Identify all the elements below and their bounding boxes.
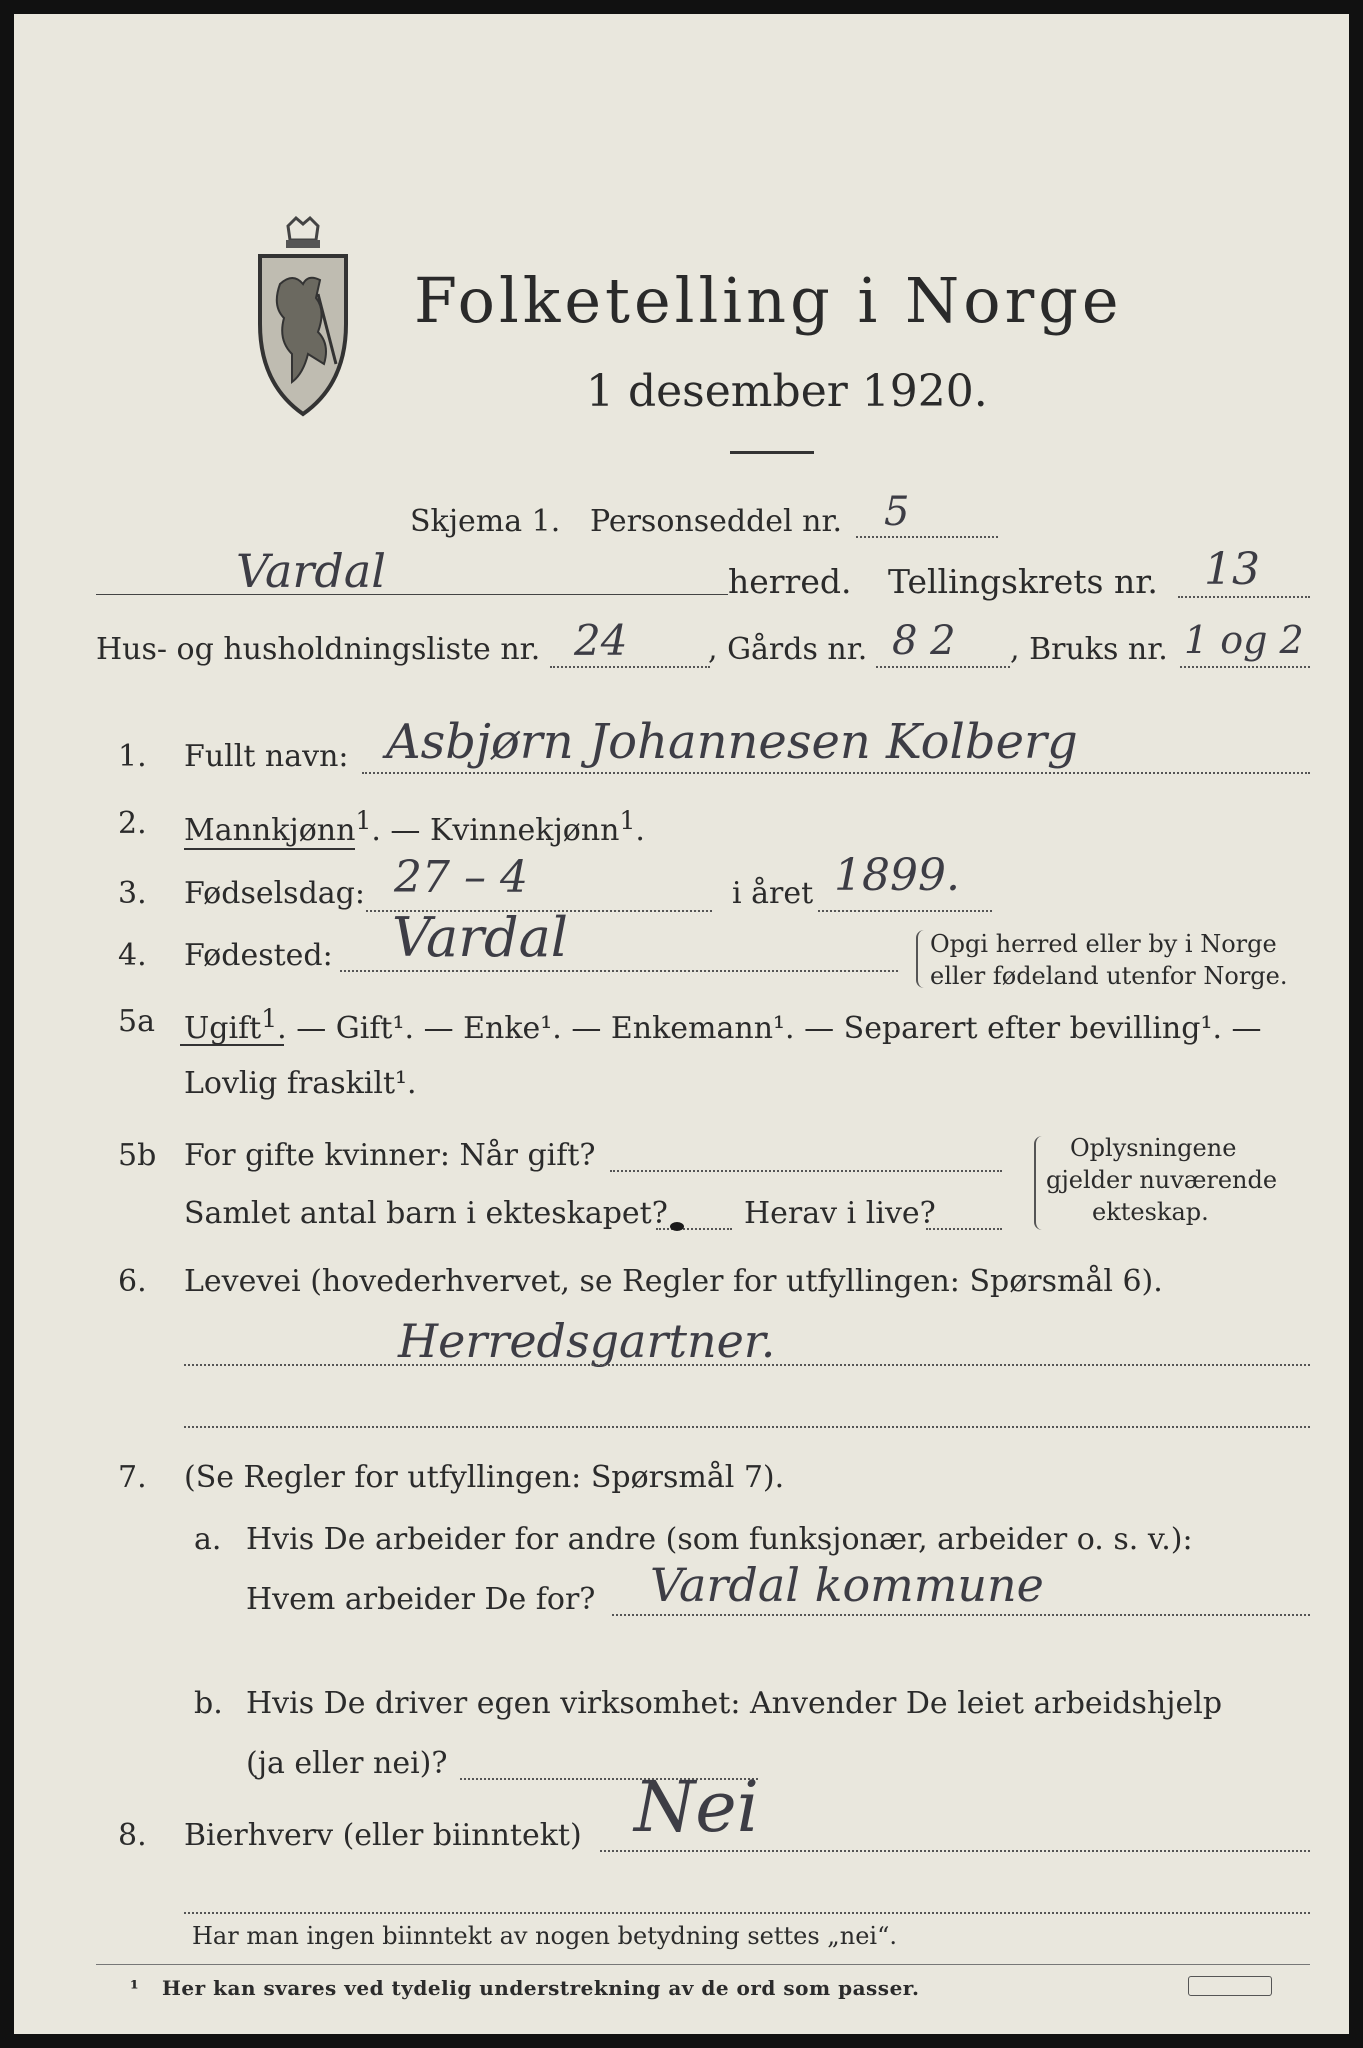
q5a-number: 5a bbox=[118, 1004, 155, 1039]
q4-label: Fødested: bbox=[184, 938, 333, 973]
q5b-number: 5b bbox=[118, 1138, 157, 1173]
herred-label: herred. bbox=[728, 562, 852, 601]
q6-label: Levevei (hovederhvervet, se Regler for utfyllingen: Spørsmål 6). bbox=[184, 1264, 1163, 1299]
q2-number: 2. bbox=[118, 806, 147, 841]
q5b-note-line3: ekteskap. bbox=[1092, 1198, 1209, 1226]
q5b-label-alive: Herav i live? bbox=[744, 1196, 936, 1231]
gards-value: 8 2 bbox=[892, 618, 956, 664]
printer-stamp bbox=[1188, 1976, 1272, 1996]
q7a-label-line2: Hvem arbeider De for? bbox=[246, 1582, 596, 1617]
q1-label: Fullt navn: bbox=[184, 739, 349, 774]
q3-year-label: i året bbox=[732, 876, 814, 911]
q5b-note-line2: gjelder nuværende bbox=[1046, 1166, 1278, 1194]
q7a-label-line1: Hvis De arbeider for andre (som funksjonær, arbeider o. s. v.): bbox=[246, 1522, 1193, 1557]
personseddel-value: 5 bbox=[884, 489, 910, 535]
form-title: Folketelling i Norge bbox=[414, 264, 1123, 337]
ink-blot bbox=[670, 1222, 684, 1231]
coat-of-arms-icon bbox=[248, 214, 358, 424]
q6-number: 6. bbox=[118, 1264, 147, 1299]
q5b-note-line1: Oplysningene bbox=[1070, 1134, 1237, 1162]
q7a-employer-value: Vardal kommune bbox=[650, 1558, 1044, 1612]
q2-mannkjonn: Mannkjønn bbox=[184, 813, 356, 848]
q4-number: 4. bbox=[118, 938, 147, 973]
q7a-letter: a. bbox=[194, 1522, 222, 1557]
q1-full-name-value: Asbjørn Johannesen Kolberg bbox=[386, 714, 1078, 770]
q3-number: 3. bbox=[118, 876, 147, 911]
q5b-label-children: Samlet antal barn i ekteskapet? bbox=[184, 1196, 668, 1231]
q4-note-line1: Opgi herred eller by i Norge bbox=[930, 930, 1277, 958]
q5a-line2: Lovlig fraskilt¹. bbox=[184, 1066, 417, 1101]
footnote-text: Her kan svares ved tydelig understrekning av de ord som passer. bbox=[162, 1976, 920, 2000]
q5a-ugift: Ugift bbox=[184, 1011, 262, 1046]
q3-year-value: 1899. bbox=[834, 850, 960, 901]
q7b-label-line2: (ja eller nei)? bbox=[246, 1746, 448, 1781]
q5a-ugift-underline bbox=[180, 1044, 284, 1046]
bruks-value: 1 og 2 bbox=[1184, 618, 1304, 662]
q2-separator: . — bbox=[371, 813, 430, 848]
footnote-mark: ¹ bbox=[130, 1976, 139, 2000]
bottom-note: Har man ingen biinntekt av nogen betydning settes „nei“. bbox=[192, 1922, 897, 1950]
q5a-options: . — Gift¹. — Enke¹. — Enkemann¹. — Separert efter bevilling¹. — bbox=[277, 1011, 1262, 1046]
hus-label: Hus- og husholdningsliste nr. bbox=[96, 632, 541, 667]
q8-side-income-value: Nei bbox=[634, 1766, 760, 1848]
hus-value: 24 bbox=[574, 616, 628, 665]
q3-label: Fødselsdag: bbox=[184, 876, 365, 911]
q3-birthdate-value: 27 – 4 bbox=[394, 852, 528, 903]
schema-label: Skjema 1. bbox=[410, 504, 561, 539]
tellingskrets-label: Tellingskrets nr. bbox=[888, 562, 1158, 601]
personseddel-label: Personseddel nr. bbox=[590, 504, 843, 539]
herred-value: Vardal bbox=[236, 544, 386, 598]
q1-number: 1. bbox=[118, 739, 147, 774]
footnote-divider bbox=[96, 1964, 1310, 1965]
q4-note-line2: eller fødeland utenfor Norge. bbox=[930, 962, 1288, 990]
q6-occupation-value: Herredsgartner. bbox=[398, 1314, 776, 1368]
q8-number: 8. bbox=[118, 1818, 147, 1853]
title-divider bbox=[730, 451, 814, 454]
q7-number: 7. bbox=[118, 1460, 147, 1495]
q5b-label-married: For gifte kvinner: Når gift? bbox=[184, 1138, 596, 1173]
census-form: Folketelling i Norge 1 desember 1920. Skjema 1. Personseddel nr. 5 Vardal herred. Tellingskrets nr. 13 Hus- og husholdningsliste nr. 24 , Gårds nr. 8 2 , Bruks nr. 1 og 2 1. Fullt navn: Asbjørn Johannesen Kolberg 2. Mannkjønn$^1$. — Kvinnekjønn$^1$. 3. Fødselsdag: 27 – 4 i året 1899. 4. Fødested: Vardal Opgi herred eller by i Norge eller fødeland utenfor Norge. 5a Ugift$^1$. — Gift¹. — Enke¹. — Enkemann¹. — Separert efter bevilling¹. — Lovlig fraskilt¹. 5b For gifte kvinner: Når gift? Samlet antal barn i ekteskapet? Herav i live? Oplysningene gjelder nuværende ekteskap. 6. Levevei (hovederhvervet, se Regler for utfyllingen: Spørsmål 6). Herredsgartner. 7. (Se Regler for utfyllingen: Spørsmål 7). a. Hvis De arbeider for andre (som funksjonær, arbeider o. s. v.): Hvem arbeider De for? Vardal kommune b. Hvis De driver egen virksomhet: Anvender De leiet arbeidshjelp (ja eller nei)? 8. Bierhverv (eller biinntekt) Nei Har man ingen biinntekt av nogen betydning settes „nei“. ¹ Her kan svares ved tydelig understrekning av de ord som passer. bbox=[14, 14, 1349, 2034]
q2-kvinnekjonn: Kvinnekjønn bbox=[429, 813, 620, 848]
q7-label: (Se Regler for utfyllingen: Spørsmål 7). bbox=[184, 1460, 785, 1495]
bruks-label: , Bruks nr. bbox=[1010, 632, 1168, 667]
q8-label: Bierhverv (eller biinntekt) bbox=[184, 1818, 582, 1853]
tellingskrets-value: 13 bbox=[1204, 544, 1260, 595]
q7b-label-line1: Hvis De driver egen virksomhet: Anvender De leiet arbeidshjelp bbox=[246, 1686, 1223, 1721]
gards-label: , Gårds nr. bbox=[708, 632, 868, 667]
form-date: 1 desember 1920. bbox=[586, 366, 988, 417]
q4-birthplace-value: Vardal bbox=[392, 906, 569, 969]
q7b-letter: b. bbox=[194, 1686, 223, 1721]
